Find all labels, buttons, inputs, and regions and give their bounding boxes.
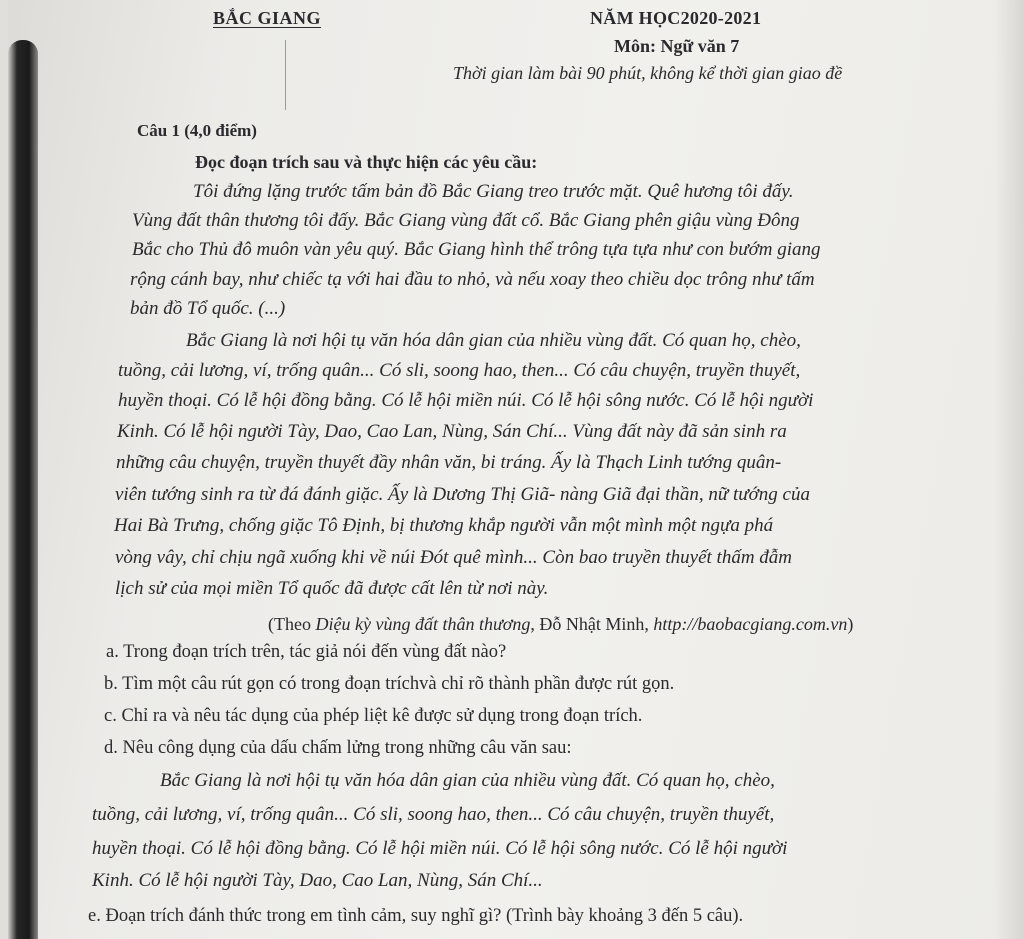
- option-c: c. Chỉ ra và nêu tác dụng của phép liệt kê được sử dụng trong đoạn trích.: [104, 706, 643, 726]
- source-url: http://baobacgiang.com.vn: [653, 614, 848, 634]
- passage1-line: Bắc cho Thủ đô muôn vàn yêu quý. Bắc Giang hình thể trông tựa tựa như con bướm giang: [132, 239, 821, 260]
- source-prefix: (Theo: [268, 614, 316, 634]
- page-edge: [0, 0, 8, 939]
- quote-line: Bắc Giang là nơi hội tụ văn hóa dân gian của nhiều vùng đất. Có quan họ, chèo,: [160, 770, 775, 791]
- passage2-line: Hai Bà Trưng, chống giặc Tô Định, bị thương khắp người vẫn một mình một ngựa phá: [114, 515, 774, 536]
- passage2-line: Kinh. Có lễ hội người Tày, Dao, Cao Lan, Nùng, Sán Chí... Vùng đất này đã sản sinh ra: [117, 421, 787, 442]
- passage2-line: lịch sử của mọi miền Tổ quốc đã được cất lên từ nơi này.: [115, 578, 549, 599]
- source-suffix: ): [847, 614, 854, 634]
- passage1-line: Vùng đất thân thương tôi đấy. Bắc Giang vùng đất cổ. Bắc Giang phên giậu vùng Đông: [132, 210, 800, 231]
- passage2-line: Bắc Giang là nơi hội tụ văn hóa dân gian của nhiều vùng đất. Có quan họ, chèo,: [186, 330, 801, 351]
- passage1-line: bản đồ Tổ quốc. (...): [130, 298, 286, 319]
- source-author: , Đỗ Nhật Minh,: [530, 614, 654, 634]
- passage2-line: vòng vây, chỉ chịu ngã xuống khi về núi Đót quê mình... Còn bao truyền thuyết thấm đẫm: [115, 547, 793, 568]
- passage2-line: những câu chuyện, truyền thuyết đầy nhân văn, bi tráng. Ấy là Thạch Linh tướng quân-: [116, 452, 782, 473]
- header-divider: [285, 40, 286, 110]
- option-b: b. Tìm một câu rút gọn có trong đoạn tríchvà chỉ rõ thành phần được rút gọn.: [104, 674, 675, 694]
- binding-strip: [8, 40, 38, 939]
- passage2-line: huyền thoại. Có lễ hội đồng bằng. Có lễ hội miền núi. Có lễ hội sông nước. Có lễ hội người: [118, 390, 814, 411]
- option-d: d. Nêu công dụng của dấu chấm lửng trong những câu văn sau:: [104, 738, 572, 758]
- quote-line: tuồng, cải lương, ví, trống quân... Có sli, soong hao, then... Có câu chuyện, truyền thuyết,: [92, 804, 775, 825]
- passage2-line: tuồng, cải lương, ví, trống quân... Có sli, soong hao, then... Có câu chuyện, truyền thuyết,: [118, 360, 801, 381]
- passage1-line: Tôi đứng lặng trước tấm bản đồ Bắc Giang treo trước mặt. Quê hương tôi đấy.: [193, 181, 794, 202]
- question-title: Câu 1 (4,0 điểm): [137, 121, 257, 140]
- question-instruction: Đọc đoạn trích sau và thực hiện các yêu cầu:: [195, 152, 538, 172]
- passage2-line: viên tướng sinh ra từ đá đánh giặc. Ấy là Dương Thị Giã- nàng Giã đại thần, nữ tướng của: [115, 484, 810, 505]
- quote-line: Kinh. Có lễ hội người Tày, Dao, Cao Lan, Nùng, Sán Chí...: [92, 870, 543, 891]
- option-e: e. Đoạn trích đánh thức trong em tình cảm, suy nghĩ gì? (Trình bày khoảng 3 đến 5 câu).: [88, 906, 744, 926]
- option-a: a. Trong đoạn trích trên, tác giả nói đến vùng đất nào?: [106, 642, 507, 662]
- subject-line: Môn: Ngữ văn 7: [614, 36, 740, 56]
- source-citation: [268, 614, 853, 635]
- right-shadow: [994, 0, 1024, 939]
- school-year: NĂM HỌC2020-2021: [590, 8, 762, 28]
- source-work: Diệu kỳ vùng đất thân thương: [315, 614, 531, 634]
- time-limit: Thời gian làm bài 90 phút, không kể thời gian giao đề: [453, 63, 843, 83]
- quote-line: huyền thoại. Có lễ hội đồng bằng. Có lễ hội miền núi. Có lễ hội sông nước. Có lễ hội người: [92, 838, 788, 859]
- passage1-line: rộng cánh bay, như chiếc tạ với hai đầu to nhỏ, và nếu xoay theo chiều dọc trông như tấm: [130, 269, 815, 290]
- school-name: BẮC GIANG: [213, 8, 322, 28]
